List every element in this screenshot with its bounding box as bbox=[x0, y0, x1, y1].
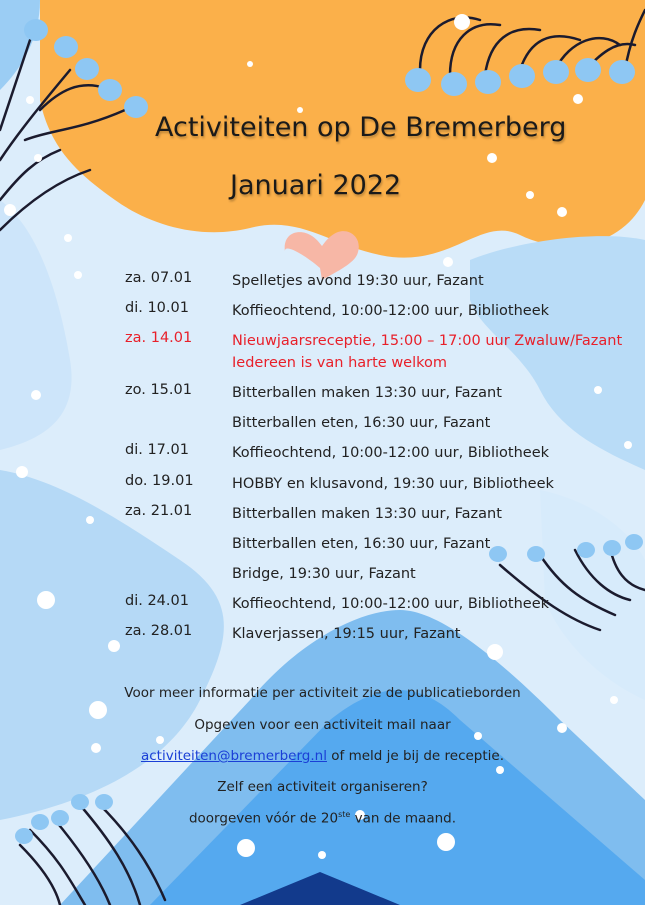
event-text: Koffieochtend, 10:00-12:00 uur, Bibliotheek bbox=[232, 596, 550, 612]
event-text: Bitterballen eten, 16:30 uur, Fazant bbox=[232, 415, 491, 431]
event-subtext: Iedereen is van harte welkom bbox=[232, 355, 448, 371]
month-title: Januari 2022 bbox=[230, 170, 402, 201]
event-text: Bitterballen eten, 16:30 uur, Fazant bbox=[232, 536, 491, 552]
event-text: Koffieochtend, 10:00-12:00 uur, Bibliotheek bbox=[232, 303, 550, 319]
event-text: Koffieochtend, 10:00-12:00 uur, Bibliotheek bbox=[232, 445, 550, 461]
event-text: Klaverjassen, 19:15 uur, Fazant bbox=[232, 626, 461, 642]
event-date: di. 17.01 bbox=[125, 442, 189, 458]
signup-line: Opgeven voor een activiteit mail naar bbox=[194, 717, 451, 733]
event-text: Bitterballen maken 13:30 uur, Fazant bbox=[232, 506, 502, 522]
page-title: Activiteiten op De Bremerberg bbox=[155, 112, 567, 143]
event-text: HOBBY en klusavond, 19:30 uur, Bibliotheek bbox=[232, 476, 554, 492]
deadline-sup: ste bbox=[338, 810, 351, 819]
event-text: Bitterballen maken 13:30 uur, Fazant bbox=[232, 385, 502, 401]
info-line: Voor meer informatie per activiteit zie de publicatieborden bbox=[124, 685, 521, 701]
email-line bbox=[0, 748, 645, 764]
email-link[interactable]: activiteiten@bremerberg.nl bbox=[140, 748, 327, 764]
event-date: za. 21.01 bbox=[125, 503, 193, 519]
event-date: do. 19.01 bbox=[125, 473, 194, 489]
reception-text: of meld je bij de receptie. bbox=[326, 748, 505, 764]
event-date: di. 24.01 bbox=[125, 593, 189, 609]
event-text: Bridge, 19:30 uur, Fazant bbox=[232, 566, 416, 582]
event-text: Nieuwjaarsreceptie, 15:00 – 17:00 uur Zwaluw/Fazant bbox=[232, 333, 623, 349]
organise-line: Zelf een activiteit organiseren? bbox=[217, 779, 428, 795]
deadline-line bbox=[0, 810, 645, 827]
event-date: za. 07.01 bbox=[125, 270, 193, 286]
event-text: Spelletjes avond 19:30 uur, Fazant bbox=[232, 273, 484, 289]
event-date: za. 14.01 bbox=[125, 330, 193, 346]
event-date: zo. 15.01 bbox=[125, 382, 192, 398]
deadline-text: doorgeven vóór de 20 bbox=[188, 810, 339, 827]
event-date: di. 10.01 bbox=[125, 300, 189, 316]
deadline-text-end: van de maand. bbox=[350, 810, 457, 827]
event-date: za. 28.01 bbox=[125, 623, 193, 639]
